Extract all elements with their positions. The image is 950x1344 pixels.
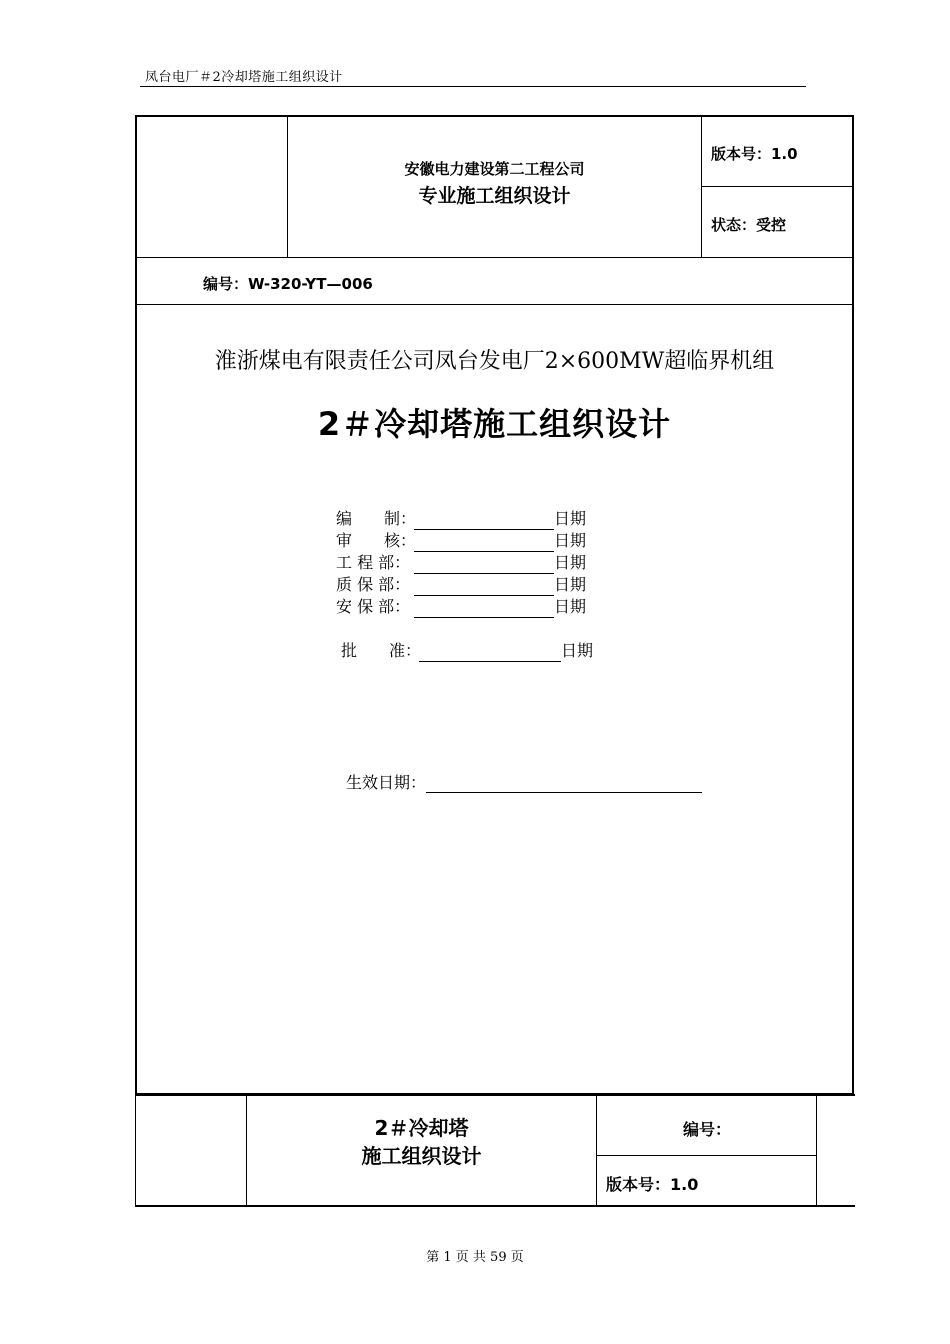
signature-field[interactable]: [414, 513, 554, 530]
date-label: 日期: [554, 597, 587, 616]
footer-title-line1: 2＃冷却塔: [374, 1116, 469, 1140]
date-label: 日期: [554, 509, 587, 528]
signature-label: 批 准：: [341, 641, 422, 660]
footer-block-bottom: [135, 1205, 855, 1207]
grid-line: [135, 1094, 136, 1206]
effective-date-row: [346, 770, 702, 793]
effective-date-label: 生效日期：: [346, 773, 427, 792]
date-label: 日期: [554, 531, 587, 550]
footer-block-top: [135, 1094, 855, 1096]
signature-row-approve: [341, 640, 593, 662]
signature-row-review: [336, 530, 586, 552]
signature-row-quality: [336, 574, 586, 596]
header-rule: [140, 86, 806, 87]
signature-field[interactable]: [414, 557, 554, 574]
grid-line: [816, 1094, 817, 1206]
footer-version-label: 版本号：1.0: [606, 1175, 699, 1194]
page-number: 第 1 页 共 59 页: [426, 1250, 524, 1265]
company-name: 安徽电力建设第二工程公司: [404, 160, 585, 178]
signature-field[interactable]: [414, 579, 554, 596]
signature-field[interactable]: [414, 535, 554, 552]
running-header: 凤台电厂＃2冷却塔施工组织设计: [145, 70, 343, 85]
project-title: 淮浙煤电有限责任公司凤台发电厂2×600MW超临界机组: [214, 349, 775, 374]
doc-type: 专业施工组织设计: [418, 185, 571, 207]
version-label: 版本号：1.0: [711, 145, 798, 163]
signature-row-engineering: [336, 552, 586, 574]
footer-code-label: 编号：: [682, 1120, 731, 1139]
signature-label: 安 保 部：: [336, 597, 411, 616]
date-label: 日期: [554, 553, 587, 572]
signature-label: 工 程 部：: [336, 553, 411, 572]
grid-line: [596, 1155, 816, 1156]
signature-label: 审 核：: [336, 531, 417, 550]
grid-line: [596, 1094, 597, 1206]
main-title: 2＃冷却塔施工组织设计: [317, 405, 672, 443]
signature-row-compile: [336, 508, 586, 530]
grid-line: [136, 257, 853, 258]
signature-label: 质 保 部：: [336, 575, 411, 594]
document-code: 编号：W-320-YT—006: [203, 275, 373, 293]
grid-line: [701, 186, 853, 187]
signature-label: 编 制：: [336, 509, 417, 528]
signature-field[interactable]: [414, 601, 554, 618]
status-label: 状态：受控: [711, 216, 787, 234]
footer-title-line2: 施工组织设计: [361, 1144, 482, 1168]
date-label: 日期: [554, 575, 587, 594]
signature-row-safety: [336, 596, 586, 618]
signature-field[interactable]: [419, 645, 561, 662]
grid-line: [136, 304, 853, 305]
effective-date-field[interactable]: [426, 776, 702, 793]
date-label: 日期: [561, 641, 594, 660]
